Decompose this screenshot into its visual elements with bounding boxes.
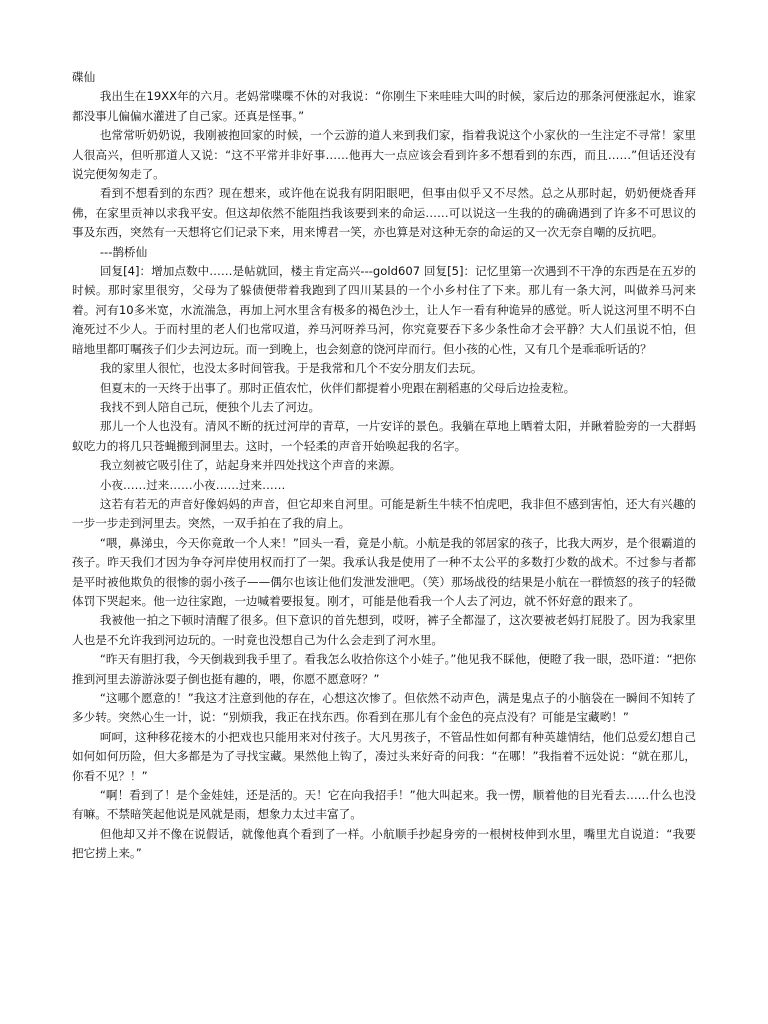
- paragraph-15: “昨天有胆打我，今天倒栽到我手里了。看我怎么收拾你这个小娃子。”他见我不睬他，便瞪了我一眼，恐吓道：“把你推到河里去游游泳耍子倒也挺有趣的，喂，你愿不愿意呀？”: [72, 652, 696, 686]
- paragraph-3: 看到不想看到的东西？现在想来，或许他在说我有阴阳眼吧，但事由似乎又不尽然。总之从那时起，奶奶便烧香拜佛，在家里贡神以求我平安。但这却依然不能阻挡我该要到来的命运……可以说这一生我的的确确遇到了许多不可思议的事及东西，突然有一天想将它们记录下来，用来博君一笑，亦也算是对这种无奈的命运的又一次无奈自嘲的反抗吧。: [72, 186, 696, 240]
- paragraph-18: “啊！看到了！是个金娃娃，还是活的。天！它在向我招手！”他大叫起来。我一愣，顺着他的目光看去……什么也没有嘛。不禁暗笑起他说是风就是雨，想象力太过丰富了。: [72, 788, 696, 822]
- paragraph-6: 我的家里人很忙，也没太多时间管我。于是我常和几个不安分朋友们去玩。: [99, 361, 483, 376]
- paragraph-10: 我立刻被它吸引住了，站起身来并四处找这个声音的来源。: [99, 458, 402, 473]
- paragraph-12: 这若有若无的声音好像妈妈的声音，但它却来自河里。可能是新生牛犊不怕虎吧，我非但不感到害怕，还大有兴趣的一步一步走到河里去。突然，一双手拍在了我的肩上。: [72, 496, 696, 531]
- paragraph-7: 但夏末的一天终于出事了。那时正值农忙，伙伴们都提着小兜跟在割稻惠的父母后边捡麦粒。: [99, 380, 576, 395]
- document-title: 碟仙: [72, 70, 96, 84]
- paragraph-11: 小夜……过来……小夜……过来……: [99, 477, 286, 492]
- paragraph-13: “喂，鼻涕虫，今天你竟敢一个人来！”回头一看，竟是小航。小航是我的邻居家的孩子，比我大两岁，是个很霸道的孩子。昨天我们才因为争夺河岸使用权而打了一架。我承认我是使用了一种不太公平的多数打少数的战术。不过参与者都是平时被他欺负的很惨的弱小孩子——偶尔也该让他们发泄发泄吧。（笑）那场战役的结果是小航在一群愤怒的孩子的轻微体罚下哭起来。他一边往家跑，一边喊着要报复。刚才，可能是他看我一个人去了河边，就不怀好意的跟来了。: [72, 535, 696, 608]
- paragraph-16: “这哪个愿意的！”我这才注意到他的存在，心想这次惨了。但依然不动声色，满是鬼点子的小脑袋在一瞬间不知转了多少转。突然心生一计，说：“别烦我，我正在找东西。你看到在那儿有个金色的亮点没有？可能是宝藏哟！”: [72, 691, 696, 725]
- signature-line: ---鹊桥仙: [99, 244, 148, 259]
- paragraph-1: 我出生在19XX年的六月。老妈常喋喋不休的对我说：“你刚生下来哇哇大叫的时候，家后边的那条河便涨起水，谁家都没事儿偏偏水灌进了自己家。还真是怪事。”: [72, 89, 696, 123]
- paragraph-19: 但他却又并不像在说假话，就像他真个看到了一样。小航顺手抄起身旁的一根树枝伸到水里，嘴里尤自说道：“我要把它捞上来。”: [72, 826, 696, 861]
- paragraph-2: 也常常听奶奶说，我刚被抱回家的时候，一个云游的道人来到我们家，指着我说这个小家伙的一生注定不寻常！家里人很高兴，但听那道人又说：“这不平常并非好事……他再大一点应该会看到许多不想看到的东西，而且……”但话还没有说完便匆匆走了。: [72, 128, 696, 182]
- paragraph-17: 呵呵，这种移花接木的小把戏也只能用来对付孩子。大凡男孩子，不管品性如何都有种英雄情结，他们总爱幻想自己如何如何历险，但大多都是为了寻找宝藏。果然他上钩了，凑过头来好奇的问我：“在哪！”我指着不远处说：“就在那儿，你看不见？！”: [72, 729, 696, 783]
- paragraph-9: 那儿一个人也没有。清风不断的抚过河岸的青草，一片安详的景色。我躺在草地上晒着太阳，并瞅着脸旁的一大群蚂蚁吃力的将几只苍蝇搬到洞里去。这时，一个轻柔的声音开始唤起我的名字。: [72, 419, 696, 453]
- paragraph-14: 我被他一拍之下顿时清醒了很多。但下意识的首先想到，哎呀，裤子全都湿了，这次要被老妈打屁股了。因为我家里人也是不允许我到河边玩的。一时竟也没想自己为什么会走到了河水里。: [72, 613, 696, 647]
- paragraph-8: 我找不到人陪自己玩，便独个儿去了河边。: [99, 399, 321, 414]
- paragraph-reply: 回复[4]：增加点数中……是帖就回，楼主肯定高兴---gold607 回复[5]：记忆里第一次遇到不干净的东西是在五岁的时候。那时家里很穷，父母为了躲债便带着我跑到了四川某县的一个小乡村住了下来。那儿有一条大河，叫做养马河来着。河有10多米宽，水流湍急，再加上河水里含有极多的褐色沙土，让人乍一看有种诡异的感觉。听人说这河里不明不白淹死过不少人。于而村里的老人们也常叹道，养马河呀养马河，你究竟要吞下多少条性命才会平静？大人们虽说不怕，但暗地里都叮嘱孩子们少去河边玩。而一到晚上，也会刻意的饶河岸而行。但小孩的心性，又有几个是乖乖听话的？: [72, 264, 696, 356]
- document-page: [72, 68, 696, 864]
